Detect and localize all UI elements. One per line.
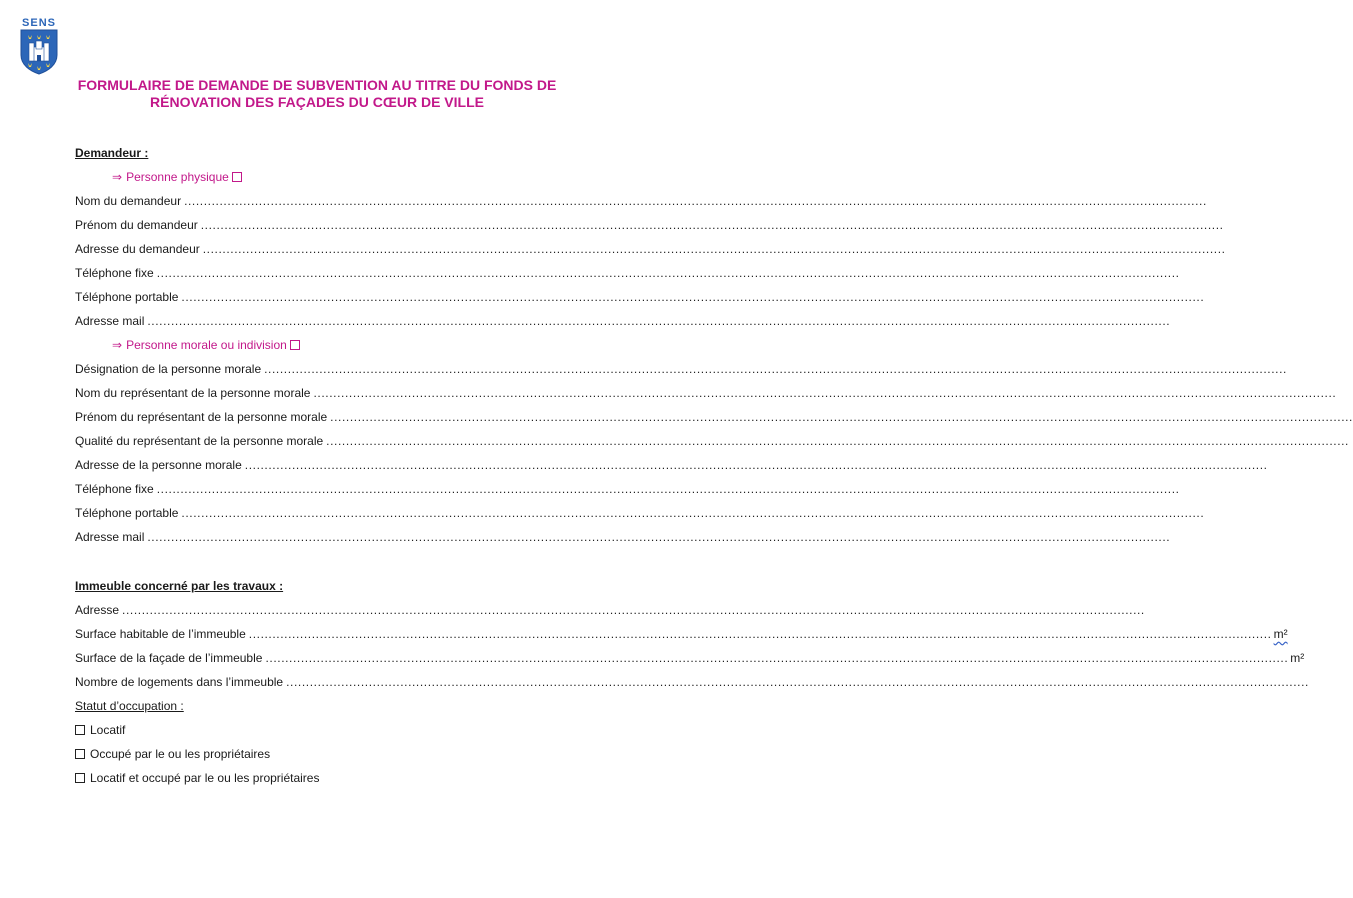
field-adresse-personne-morale[interactable] — [75, 458, 1268, 472]
fill-in-line[interactable]: .................................................................................................................................................................................................................................................................... — [181, 290, 1205, 304]
field-label: Prénom du représentant de la personne morale — [75, 410, 328, 424]
field-adresse-demandeur[interactable] — [75, 242, 1226, 256]
statut-option-locatif[interactable] — [75, 723, 561, 737]
field-telephone-portable[interactable] — [75, 290, 1205, 304]
statut-option-label: Occupé par le ou les propriétaires — [90, 747, 271, 761]
fill-in-line[interactable]: .................................................................................................................................................................................................................................................................... — [156, 266, 1180, 280]
coat-of-arms-icon — [20, 29, 58, 75]
fill-in-line[interactable]: .................................................................................................................................................................................................................................................................... — [326, 434, 1349, 448]
logo-text: SENS — [22, 17, 56, 29]
field-label: Adresse — [75, 603, 120, 617]
field-nom-demandeur[interactable] — [75, 194, 1207, 208]
field-morale-adresse-mail[interactable] — [75, 530, 1171, 544]
fill-in-line[interactable]: .................................................................................................................................................................................................................................................................... — [286, 675, 1309, 689]
arrow-right-icon: ⇒ — [112, 338, 123, 352]
fill-in-line[interactable]: .................................................................................................................................................................................................................................................................... — [244, 458, 1268, 472]
personne-morale-option[interactable] — [112, 338, 512, 352]
form-title — [40, 77, 594, 111]
field-immeuble-adresse[interactable] — [75, 603, 1145, 617]
statut-option-occupe[interactable] — [75, 747, 561, 761]
field-qualite-representant[interactable] — [75, 434, 1349, 448]
field-label: Téléphone fixe — [75, 266, 154, 280]
fill-in-line[interactable]: .................................................................................................................................................................................................................................................................... — [147, 530, 1171, 544]
field-label: Prénom du demandeur — [75, 218, 198, 232]
fill-in-line[interactable]: .................................................................................................................................................................................................................................................................... — [330, 410, 1353, 424]
unit-label: m² — [1273, 627, 1288, 641]
statut-checkbox[interactable] — [75, 749, 85, 759]
fill-in-line[interactable]: .................................................................................................................................................................................................................................................................... — [184, 194, 1207, 208]
field-label: Nom du demandeur — [75, 194, 182, 208]
statut-option-label: Locatif et occupé par le ou les propriétaires — [90, 771, 320, 785]
fill-in-line[interactable]: .................................................................................................................................................................................................................................................................... — [264, 362, 1287, 376]
field-prenom-representant[interactable] — [75, 410, 1353, 424]
field-telephone-fixe[interactable] — [75, 266, 1180, 280]
field-adresse-mail[interactable] — [75, 314, 1171, 328]
fill-in-line[interactable]: .................................................................................................................................................................................................................................................................... — [122, 603, 1145, 617]
field-nom-representant[interactable] — [75, 386, 1337, 400]
fill-in-line[interactable]: .................................................................................................................................................................................................................................................................... — [265, 651, 1289, 665]
field-designation-personne-morale[interactable] — [75, 362, 1287, 376]
personne-morale-label: Personne morale ou indivision — [126, 338, 287, 352]
field-label: Téléphone fixe — [75, 482, 154, 496]
field-label: Téléphone portable — [75, 290, 179, 304]
fill-in-line[interactable]: .................................................................................................................................................................................................................................................................... — [202, 242, 1226, 256]
statut-option-locatif-et-occupe[interactable] — [75, 771, 561, 785]
field-morale-telephone-fixe[interactable] — [75, 482, 1180, 496]
arrow-right-icon: ⇒ — [112, 170, 123, 184]
field-surface-habitable[interactable] — [75, 627, 1288, 641]
field-label: Nom du représentant de la personne morale — [75, 386, 311, 400]
demandeur-heading: Demandeur : — [75, 146, 149, 160]
field-label: Adresse mail — [75, 314, 145, 328]
field-prenom-demandeur[interactable] — [75, 218, 1224, 232]
personne-morale-checkbox[interactable] — [290, 340, 300, 350]
city-logo — [20, 17, 58, 73]
personne-physique-option[interactable] — [112, 170, 512, 184]
field-label: Nombre de logements dans l’immeuble — [75, 675, 284, 689]
field-nombre-logements[interactable] — [75, 675, 1309, 689]
field-label: Adresse du demandeur — [75, 242, 200, 256]
field-label: Adresse mail — [75, 530, 145, 544]
statut-option-label: Locatif — [90, 723, 126, 737]
statut-checkbox[interactable] — [75, 773, 85, 783]
title-line-2: RÉNOVATION DES FAÇADES DU CŒUR DE VILLE — [150, 94, 484, 110]
fill-in-line[interactable]: .................................................................................................................................................................................................................................................................... — [181, 506, 1205, 520]
field-label: Désignation de la personne morale — [75, 362, 262, 376]
field-surface-facade[interactable] — [75, 651, 1305, 665]
personne-physique-checkbox[interactable] — [232, 172, 242, 182]
fill-in-line[interactable]: .................................................................................................................................................................................................................................................................... — [248, 627, 1272, 641]
title-line-1: FORMULAIRE DE DEMANDE DE SUBVENTION AU TITRE DU FONDS DE — [77, 77, 557, 93]
field-label: Surface de la façade de l’immeuble — [75, 651, 263, 665]
immeuble-heading: Immeuble concerné par les travaux : — [75, 579, 284, 593]
field-morale-telephone-portable[interactable] — [75, 506, 1205, 520]
personne-physique-label: Personne physique — [126, 170, 229, 184]
field-label: Téléphone portable — [75, 506, 179, 520]
field-label: Qualité du représentant de la personne morale — [75, 434, 324, 448]
fill-in-line[interactable]: .................................................................................................................................................................................................................................................................... — [313, 386, 1337, 400]
statut-heading: Statut d’occupation : — [75, 699, 184, 713]
fill-in-line[interactable]: .................................................................................................................................................................................................................................................................... — [156, 482, 1180, 496]
field-label: Surface habitable de l’immeuble — [75, 627, 246, 641]
statut-checkbox[interactable] — [75, 725, 85, 735]
field-label: Adresse de la personne morale — [75, 458, 242, 472]
unit-label: m² — [1290, 651, 1305, 665]
fill-in-line[interactable]: .................................................................................................................................................................................................................................................................... — [147, 314, 1171, 328]
fill-in-line[interactable]: .................................................................................................................................................................................................................................................................... — [200, 218, 1224, 232]
